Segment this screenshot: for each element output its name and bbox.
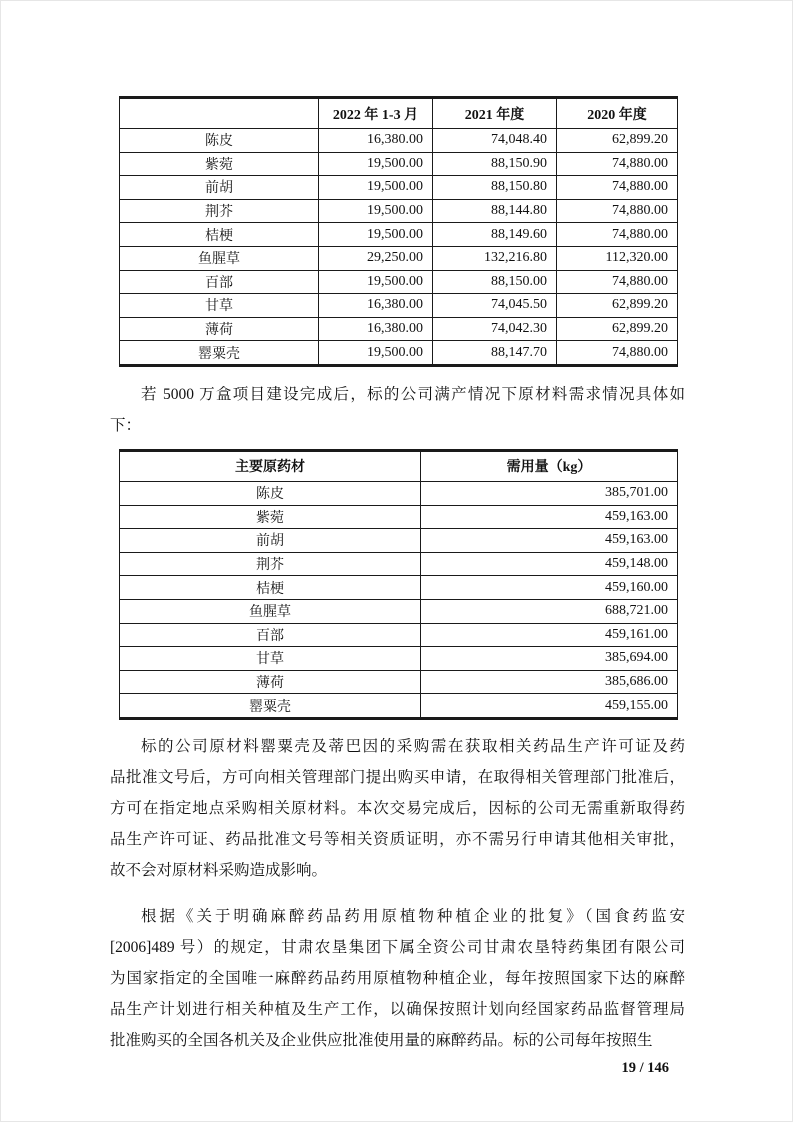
text-line: 批准购买的全国各机关及企业供应批准使用量的麻醉药品。标的公司每年按照生 — [110, 1031, 653, 1049]
column-header-2021: 2021 年度 — [433, 98, 557, 129]
table-row — [120, 341, 678, 366]
text-line: 下： — [110, 416, 142, 434]
table-row — [120, 529, 678, 553]
value-cell: 74,042.30 — [433, 317, 557, 341]
material-name-cell: 鱼腥草 — [120, 599, 421, 623]
value-cell: 74,880.00 — [557, 270, 678, 294]
value-cell: 132,216.80 — [433, 246, 557, 270]
value-cell: 459,148.00 — [421, 552, 678, 576]
material-name-cell: 陈皮 — [120, 481, 421, 505]
value-cell: 88,147.70 — [433, 341, 557, 366]
material-name-cell: 前胡 — [120, 529, 421, 553]
value-cell: 19,500.00 — [319, 199, 433, 223]
table-row — [120, 481, 678, 505]
material-name-cell: 百部 — [120, 270, 319, 294]
table-row — [120, 199, 678, 223]
material-name-cell: 薄荷 — [120, 317, 319, 341]
value-cell: 74,880.00 — [557, 223, 678, 247]
demand-table — [119, 449, 678, 720]
material-name-cell: 鱼腥草 — [120, 246, 319, 270]
material-name-cell: 紫菀 — [120, 505, 421, 529]
value-cell: 19,500.00 — [319, 223, 433, 247]
material-name-cell: 百部 — [120, 623, 421, 647]
table-row — [120, 246, 678, 270]
text-line: 标的公司原材料罂粟壳及蒂巴因的采购需在获取相关药品生产许可证及药 — [141, 737, 685, 755]
intro-paragraph — [110, 379, 685, 441]
text-line: 为国家指定的全国唯一麻醉药品药用原植物种植企业，每年按照国家下达的麻醉 — [110, 969, 685, 987]
value-cell: 16,380.00 — [319, 294, 433, 318]
value-cell: 112,320.00 — [557, 246, 678, 270]
text-line: 方可在指定地点采购相关原材料。本次交易完成后，因标的公司无需重新取得药 — [110, 799, 685, 817]
regulation-paragraph — [110, 901, 685, 1056]
material-name-cell: 荆芥 — [120, 552, 421, 576]
value-cell: 16,380.00 — [319, 317, 433, 341]
text-line: 品批准文号后，方可向相关管理部门提出购买申请，在取得相关管理部门批准后， — [110, 768, 685, 786]
value-cell: 74,880.00 — [557, 199, 678, 223]
material-name-cell: 桔梗 — [120, 576, 421, 600]
procurement-paragraph — [110, 731, 685, 886]
material-name-cell: 薄荷 — [120, 670, 421, 694]
table-row — [120, 576, 678, 600]
table-row — [120, 129, 678, 153]
value-cell: 88,150.90 — [433, 152, 557, 176]
value-cell: 88,149.60 — [433, 223, 557, 247]
column-header-demand-kg: 需用量（kg） — [421, 450, 678, 481]
material-name-cell: 甘草 — [120, 647, 421, 671]
value-cell: 29,250.00 — [319, 246, 433, 270]
table-row — [120, 505, 678, 529]
value-cell: 688,721.00 — [421, 599, 678, 623]
material-name-cell: 荆芥 — [120, 199, 319, 223]
table-row — [120, 623, 678, 647]
value-cell: 62,899.20 — [557, 317, 678, 341]
table-row — [120, 647, 678, 671]
page-number: 19 / 146 — [621, 1059, 669, 1076]
value-cell: 459,163.00 — [421, 505, 678, 529]
column-header-2020: 2020 年度 — [557, 98, 678, 129]
table-row — [120, 599, 678, 623]
table-row — [120, 223, 678, 247]
table-row — [120, 152, 678, 176]
value-cell: 459,161.00 — [421, 623, 678, 647]
table-row — [120, 317, 678, 341]
material-name-cell: 罂粟壳 — [120, 341, 319, 366]
material-name-cell: 罂粟壳 — [120, 694, 421, 719]
historical-usage-table-body — [120, 129, 678, 366]
material-name-cell: 甘草 — [120, 294, 319, 318]
value-cell: 385,701.00 — [421, 481, 678, 505]
value-cell: 459,163.00 — [421, 529, 678, 553]
column-header-2022-q1: 2022 年 1-3 月 — [319, 98, 433, 129]
column-header-blank — [120, 98, 319, 129]
table-header-row — [120, 98, 678, 129]
text-line: 品生产许可证、药品批准文号等相关资质证明，亦不需另行申请其他相关审批， — [110, 830, 685, 848]
value-cell: 19,500.00 — [319, 341, 433, 366]
value-cell: 62,899.20 — [557, 294, 678, 318]
value-cell: 88,144.80 — [433, 199, 557, 223]
value-cell: 385,694.00 — [421, 647, 678, 671]
value-cell: 74,048.40 — [433, 129, 557, 153]
text-line: 品生产计划进行相关种植及生产工作，以确保按照计划向经国家药品监督管理局 — [110, 1000, 685, 1018]
value-cell: 74,880.00 — [557, 341, 678, 366]
value-cell: 19,500.00 — [319, 176, 433, 200]
text-line: 根据《关于明确麻醉药品药用原植物种植企业的批复》（国食药监安 — [141, 907, 685, 925]
material-name-cell: 桔梗 — [120, 223, 319, 247]
value-cell: 459,155.00 — [421, 694, 678, 719]
table-header-row — [120, 450, 678, 481]
material-name-cell: 陈皮 — [120, 129, 319, 153]
table-row — [120, 176, 678, 200]
table-row — [120, 694, 678, 719]
value-cell: 19,500.00 — [319, 152, 433, 176]
table-row — [120, 552, 678, 576]
table-row — [120, 294, 678, 318]
value-cell: 62,899.20 — [557, 129, 678, 153]
table-row — [120, 270, 678, 294]
value-cell: 385,686.00 — [421, 670, 678, 694]
value-cell: 74,880.00 — [557, 152, 678, 176]
column-header-material: 主要原药材 — [120, 450, 421, 481]
value-cell: 88,150.00 — [433, 270, 557, 294]
value-cell: 16,380.00 — [319, 129, 433, 153]
material-name-cell: 紫菀 — [120, 152, 319, 176]
table-row — [120, 670, 678, 694]
text-line: 若 5000 万盒项目建设完成后，标的公司满产情况下原材料需求情况具体如 — [141, 385, 685, 403]
value-cell: 88,150.80 — [433, 176, 557, 200]
value-cell: 19,500.00 — [319, 270, 433, 294]
historical-usage-table — [119, 96, 678, 367]
value-cell: 74,045.50 — [433, 294, 557, 318]
text-line: 故不会对原材料采购造成影响。 — [110, 861, 328, 879]
value-cell: 459,160.00 — [421, 576, 678, 600]
value-cell: 74,880.00 — [557, 176, 678, 200]
material-name-cell: 前胡 — [120, 176, 319, 200]
text-line: [2006]489 号）的规定，甘肃农垦集团下属全资公司甘肃农垦特药集团有限公司 — [110, 938, 685, 956]
demand-table-body — [120, 481, 678, 718]
